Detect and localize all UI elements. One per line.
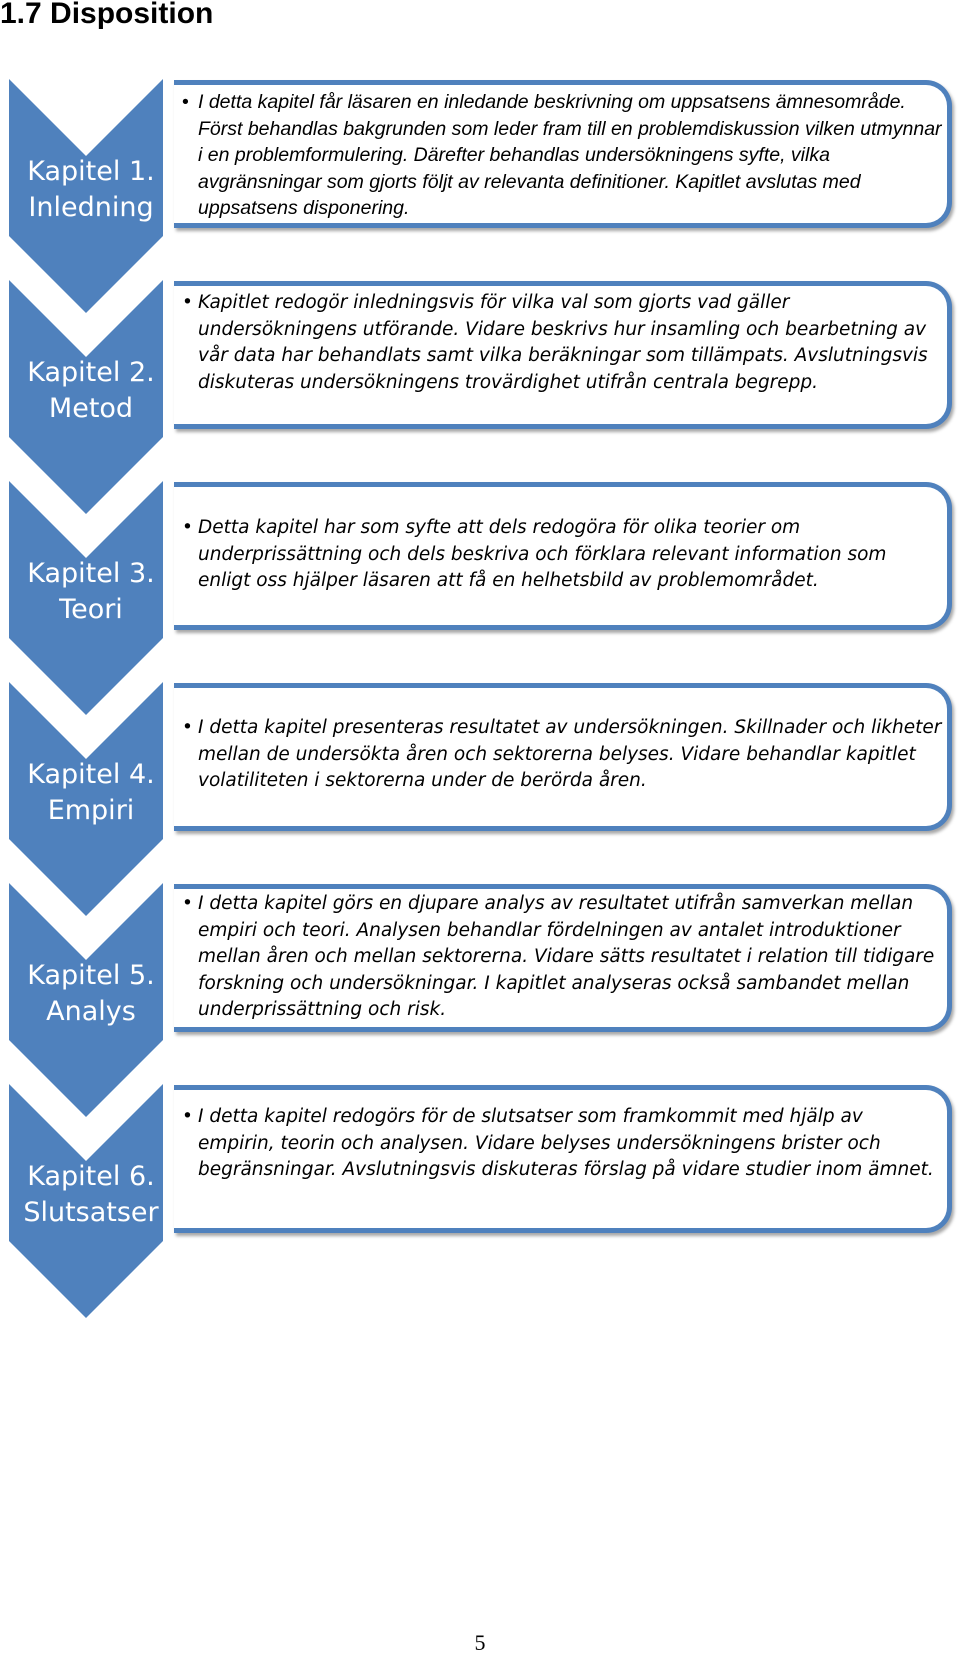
chapter-label <box>6 757 176 829</box>
chapter-label <box>6 556 176 628</box>
chapter-description-text: I detta kapitel görs en djupare analys av resultatet utifrån samverkan mellan empiri och teori. Analysen behandlar fördelningen av antalet introduktioner mellan åren och mellan sektorerna. Vidare sätts resultatet i relation till tidigare forskning och undersökningar. I kapitlet analyseras också sambandet mellan underprissättning och risk. <box>198 893 935 1020</box>
chapter-label <box>6 154 176 226</box>
bullet-icon: • <box>182 292 193 313</box>
chapter-description <box>182 1104 942 1184</box>
bullet-icon: • <box>182 1106 193 1127</box>
chapter-label-text: Kapitel 1. Inledning <box>27 156 155 223</box>
chapter-label <box>6 958 176 1030</box>
chapter-description <box>182 89 942 222</box>
bullet-icon: • <box>182 893 193 914</box>
chapter-description-text: I detta kapitel får läsaren en inledande beskrivning om uppsatsens ämnesområde. Först behandlas bakgrunden som leder fram till en problemdiskussion vilken utmynnar i en problemformulering. Därefter behandlas undersökningens syfte, vilka avgränsningar som gjorts följt av relevanta definitioner. Kapitlet avslutas med uppsatsens disponering. <box>198 91 942 219</box>
chapter-description <box>182 715 942 795</box>
chapter-label-text: Kapitel 2. Metod <box>27 357 155 424</box>
chapter-description <box>182 290 942 396</box>
chapter-label-text: Kapitel 5. Analys <box>27 960 155 1027</box>
chapter-description <box>182 891 942 1024</box>
section-heading: 1.7 Disposition <box>0 0 214 30</box>
chapter-label-text: Kapitel 6. Slutsatser <box>23 1161 159 1228</box>
chapter-description-text: Kapitlet redogör inledningsvis för vilka val som gjorts vad gäller undersökningens utförande. Vidare beskrivs hur insamling och bearbetning av vår data har behandlats samt vilka beräkningar som tillämpats. Avslutningsvis diskuteras undersökningens trovärdighet utifrån centrala begrepp. <box>198 292 928 393</box>
bullet-icon: • <box>182 517 193 538</box>
chapter-label-text: Kapitel 4. Empiri <box>27 759 155 826</box>
page-number: 5 <box>474 1630 486 1655</box>
chapter-label <box>6 1159 176 1231</box>
bullet-icon: • <box>182 91 189 113</box>
bullet-icon: • <box>182 717 193 738</box>
chapter-description-text: Detta kapitel har som syfte att dels redogöra för olika teorier om underprissättning och dels beskriva och förklara relevant information som enligt oss hjälper läsaren att få en helhetsbild av problemområdet. <box>198 517 887 591</box>
chapter-description-text: I detta kapitel presenteras resultatet av undersökningen. Skillnader och likheter mellan de undersökta åren och sektorerna belyses. Vidare behandlar kapitlet volatiliteten i sektorerna under de berörda åren. <box>198 717 942 791</box>
chapter-description-text: I detta kapitel redogörs för de slutsatser som framkommit med hjälp av empirin, teorin och analysen. Vidare belyses undersökningens brister och begränsningar. Avslutningsvis diskuteras förslag på vidare studier inom ämnet. <box>198 1106 934 1180</box>
chapter-label <box>6 355 176 427</box>
chapter-description <box>182 515 942 595</box>
chapter-label-text: Kapitel 3. Teori <box>27 558 155 625</box>
